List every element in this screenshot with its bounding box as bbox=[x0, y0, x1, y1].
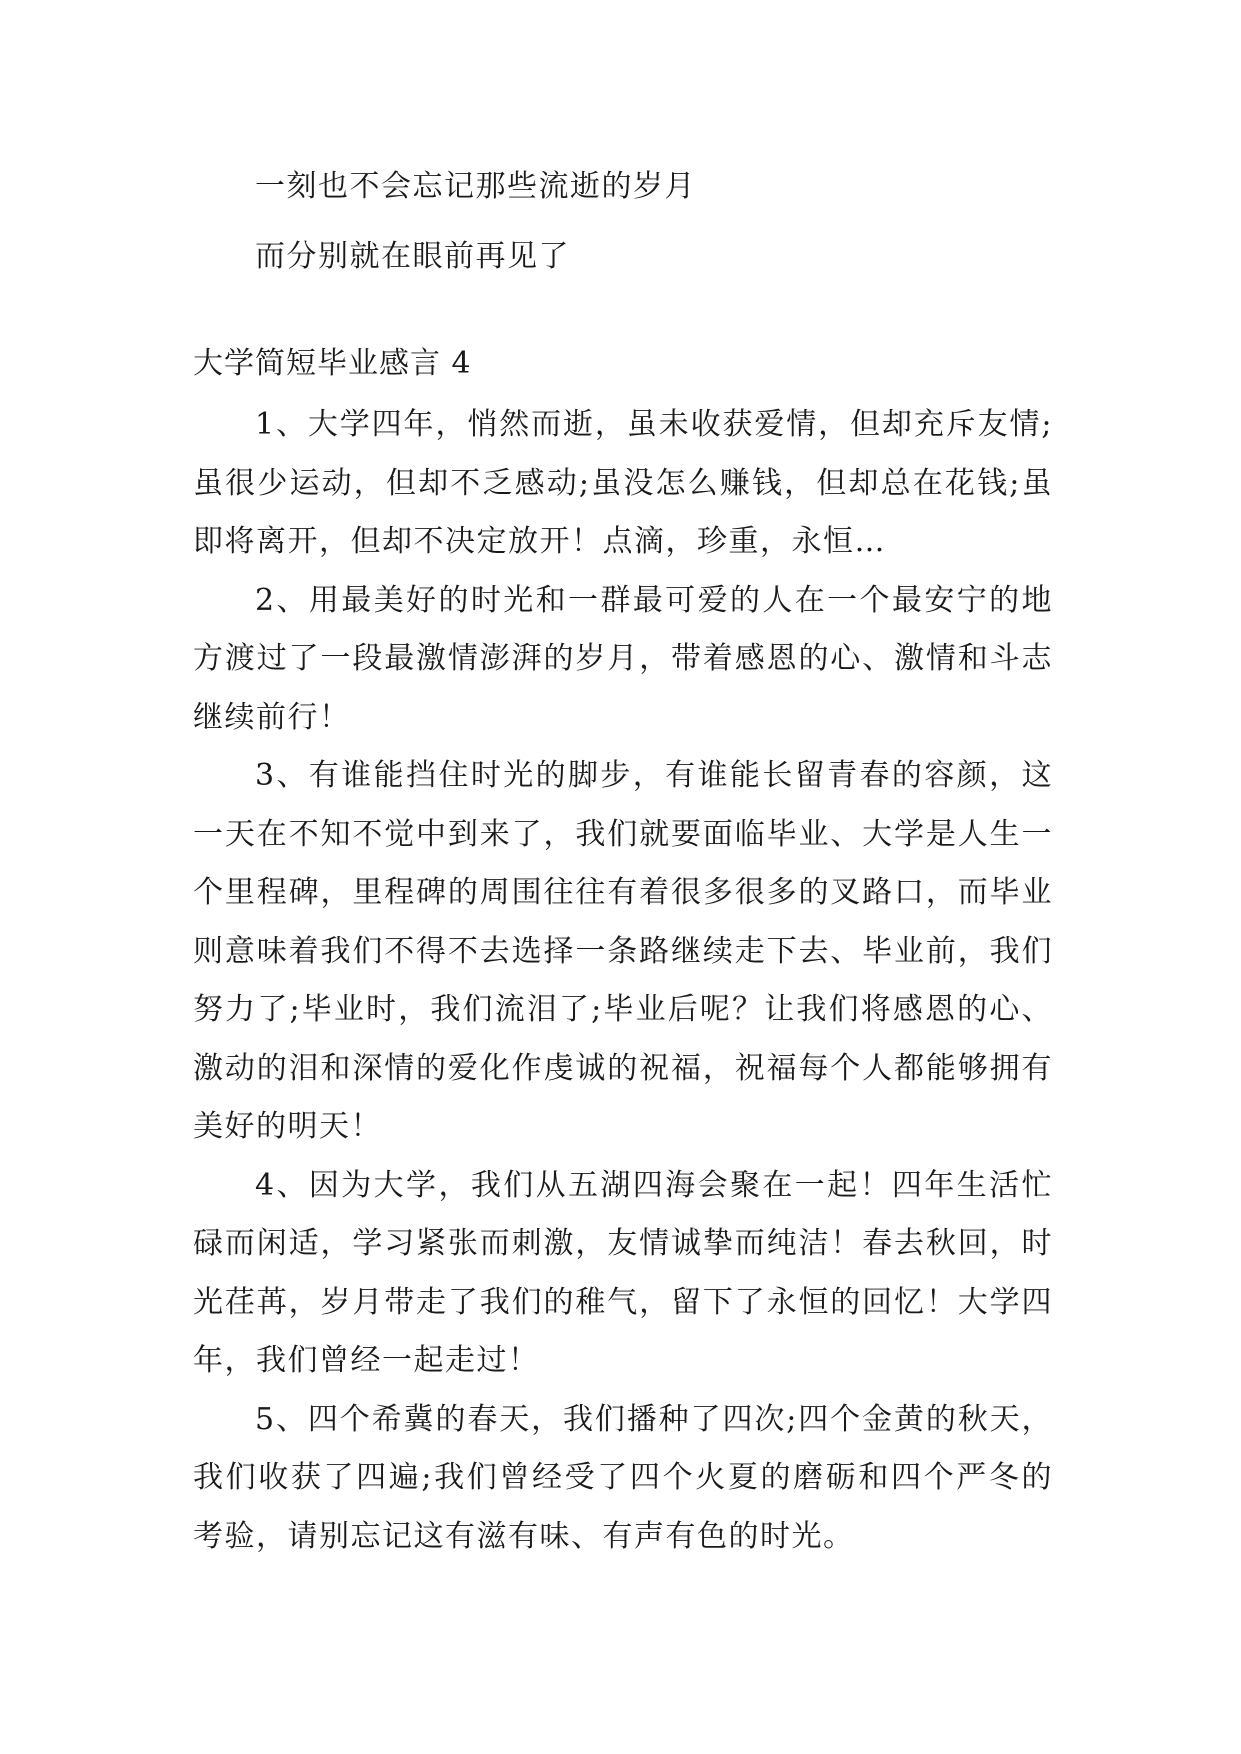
paragraph: 4、因为大学，我们从五湖四海会聚在一起！四年生活忙碌而闲适，学习紧张而刺激，友情诚挚而纯洁！春去秋回，时光荏苒，岁月带走了我们的稚气，留下了永恒的回忆！大学四年，我们曾经一起走过！ bbox=[193, 1167, 1053, 1378]
paragraph: 3、有谁能挡住时光的脚步，有谁能长留青春的容颜，这一天在不知不觉中到来了，我们就要面临毕业、大学是人生一个里程碑，里程碑的周围往往有着很多很多的叉路口，而毕业则意味着我们不得不去选择一条路继续走下去、毕业前，我们努力了;毕业时，我们流泪了;毕业后呢？让我们将感恩的心、激动的泪和深情的爱化作虔诚的祝福，祝福每个人都能够拥有美好的明天！ bbox=[193, 758, 1053, 1144]
paragraph: 2、用最美好的时光和一群最可爱的人在一个最安宁的地方渡过了一段最激情澎湃的岁月，带着感恩的心、激情和斗志继续前行！ bbox=[193, 582, 1053, 735]
section-body bbox=[193, 396, 1053, 1566]
section-heading: 大学简短毕业感言 4 bbox=[193, 346, 472, 381]
poem-line: 而分别就在眼前再见了 bbox=[255, 239, 570, 274]
paragraph: 5、四个希冀的春天，我们播种了四次;四个金黄的秋天，我们收获了四遍;我们曾经受了四个火夏的磨砺和四个严冬的考验，请别忘记这有滋有味、有声有色的时光。 bbox=[193, 1401, 1053, 1554]
paragraph: 1、大学四年，悄然而逝，虽未收获爱情，但却充斥友情;虽很少运动，但却不乏感动;虽没怎么赚钱，但却总在花钱;虽即将离开，但却不决定放开！点滴，珍重，永恒… bbox=[193, 407, 1053, 559]
poem-block bbox=[255, 158, 955, 298]
poem-line: 一刻也不会忘记那些流逝的岁月 bbox=[255, 169, 696, 204]
